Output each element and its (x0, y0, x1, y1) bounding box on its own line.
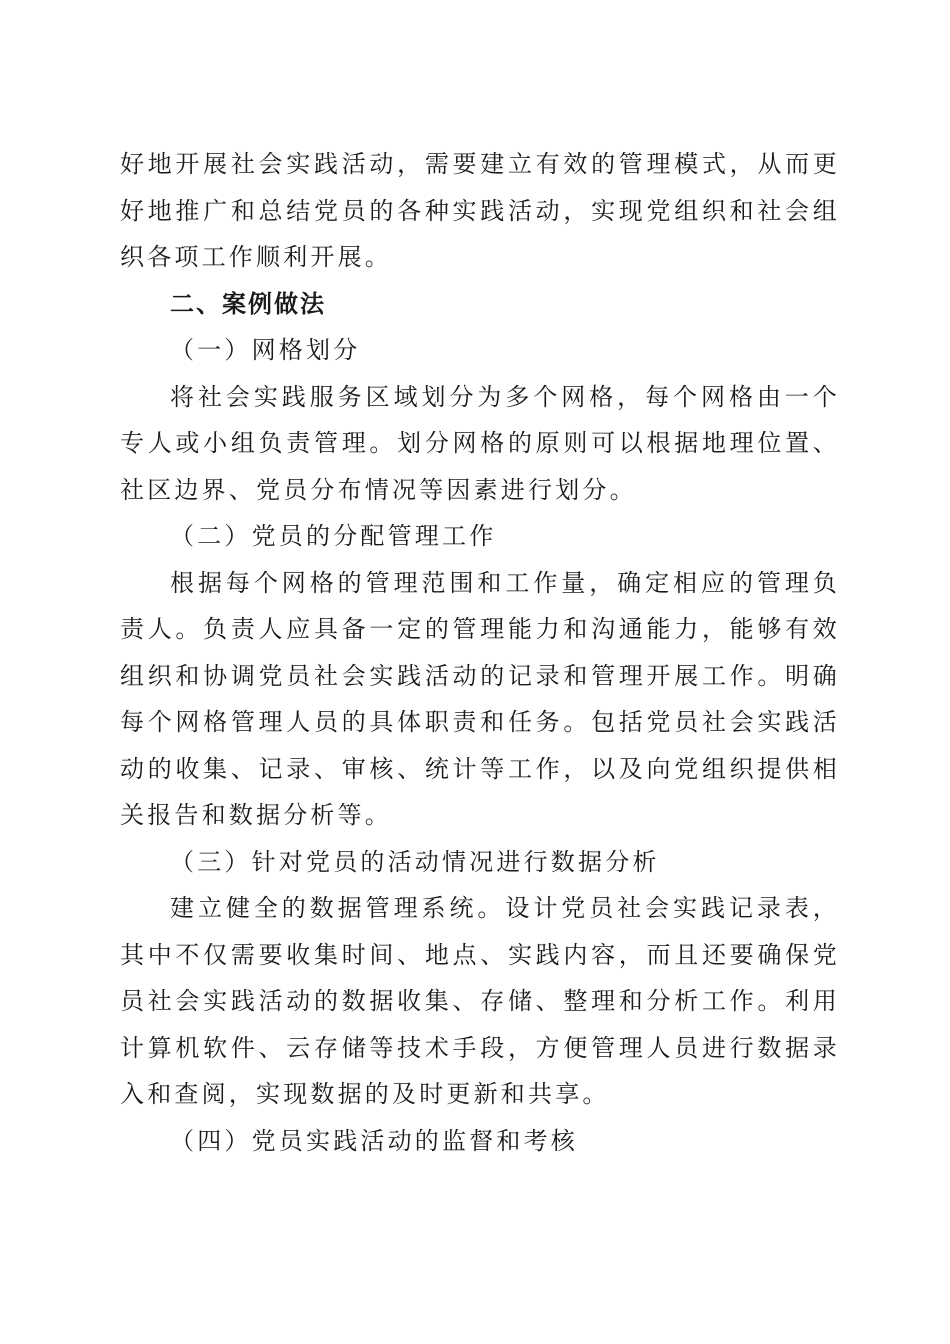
paragraph-continued: 好地开展社会实践活动，需要建立有效的管理模式，从而更好地推广和总结党员的各种实践活动，实现党组织和社会组织各项工作顺利开展。 (120, 150, 840, 271)
section-heading-case-practice: 二、案例做法 (170, 289, 326, 318)
paragraph-grid-division: 将社会实践服务区域划分为多个网格，每个网格由一个专人或小组负责管理。划分网格的原则可以根据地理位置、社区边界、党员分布情况等因素进行划分。 (120, 382, 840, 504)
document-body (120, 141, 840, 1164)
subsection-heading-member-management: （二）党员的分配管理工作 (170, 522, 497, 550)
subsection-heading-supervision: （四）党员实践活动的监督和考核 (170, 1126, 578, 1155)
subsection-heading-grid-division: （一）网格划分 (170, 336, 361, 364)
paragraph-data-analysis: 建立健全的数据管理系统。设计党员社会实践记录表，其中不仅需要收集时间、地点、实践内容，而且还要确保党员社会实践活动的数据收集、存储、整理和分析工作。利用计算机软件、云存储等技术手段，方便管理人员进行数据录入和查阅，实现数据的及时更新和共享。 (120, 894, 840, 1108)
paragraph-member-management: 根据每个网格的管理范围和工作量，确定相应的管理负责人。负责人应具备一定的管理能力和沟通能力，能够有效组织和协调党员社会实践活动的记录和管理开展工作。明确每个网格管理人员的具体职责和任务。包括党员社会实践活动的收集、记录、审核、统计等工作，以及向党组织提供相关报告和数据分析等。 (120, 568, 840, 829)
subsection-heading-data-analysis: （三）针对党员的活动情况进行数据分析 (170, 847, 660, 876)
